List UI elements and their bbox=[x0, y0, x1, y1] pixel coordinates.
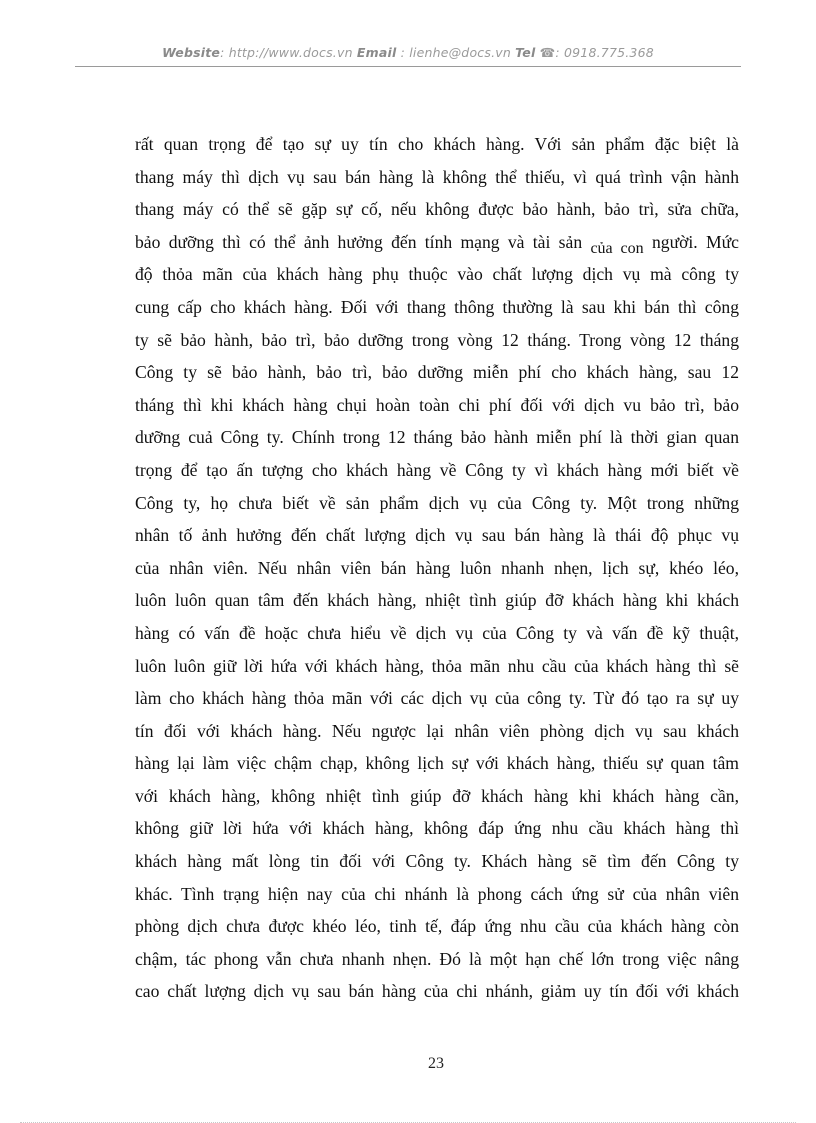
email-label: Email bbox=[356, 45, 397, 60]
body-paragraph bbox=[135, 128, 739, 1008]
text-line: độ thỏa mãn của khách hàng phụ thuộc vào chất lượng dịch vụ mà công ty bbox=[135, 264, 739, 285]
text-line: rất quan trọng để tạo sự uy tín cho khách hàng. Với sản phẩm đặc biệt là bbox=[135, 134, 739, 154]
text-segment: bảo dưỡng thì có thể ảnh hưởng đến tính mạng và tài sản bbox=[135, 231, 583, 252]
text-line: tín đối với khách hàng. Nếu ngược lại nhân viên phòng dịch vụ sau khách bbox=[135, 720, 739, 741]
text-line: cung cấp cho khách hàng. Đối với thang thông thường là sau khi bán thì công bbox=[135, 296, 739, 317]
text-line: phòng dịch chưa được khéo léo, tinh tế, đáp ứng nhu cầu của khách hàng còn bbox=[135, 916, 739, 937]
text-line: luôn luôn quan tâm đến khách hàng, nhiệt tình giúp đỡ khách hàng khi khách bbox=[135, 590, 739, 611]
text-line: Công ty sẽ bảo hành, bảo trì, bảo dưỡng miễn phí cho khách hàng, sau 12 bbox=[135, 362, 739, 383]
text-line: không giữ lời hứa với khách hàng, không đáp ứng nhu cầu khách hàng thì bbox=[135, 818, 739, 839]
text-segment: người. Mức bbox=[651, 231, 739, 252]
tel-label: Tel bbox=[515, 45, 536, 60]
text-line: với khách hàng, không nhiệt tình giúp đỡ khách hàng khi khách hàng cần, bbox=[135, 785, 739, 806]
text-line: chậm, tác phong vẫn chưa nhanh nhẹn. Đó là một hạn chế lớn trong việc nâng bbox=[135, 948, 739, 969]
header-divider bbox=[75, 66, 741, 67]
text-line: ty sẽ bảo hành, bảo trì, bảo dưỡng trong vòng 12 tháng. Trong vòng 12 tháng bbox=[135, 329, 739, 350]
text-line: hàng có vấn đề hoặc chưa hiểu về dịch vụ của Công ty và vấn đề kỹ thuật, bbox=[135, 622, 739, 643]
page-header bbox=[75, 45, 741, 60]
email-value: : lienhe@docs.vn bbox=[400, 45, 511, 60]
text-line: nhân tố ảnh hưởng đến chất lượng dịch vụ sau bán hàng là thái độ phục vụ bbox=[135, 525, 739, 546]
text-line-mixed bbox=[135, 226, 739, 259]
text-line: cao chất lượng dịch vụ sau bán hàng của chi nhánh, giảm uy tín đối với khách bbox=[135, 981, 739, 1002]
text-line: làm cho khách hàng thỏa mãn với các dịch vụ của công ty. Từ đó tạo ra sự uy bbox=[135, 688, 739, 709]
text-line: luôn luôn giữ lời hứa với khách hàng, thỏa mãn nhu cầu của khách hàng thì sẽ bbox=[135, 655, 739, 676]
text-line: trọng để tạo ấn tượng cho khách hàng về Công ty vì khách hàng mới biết về bbox=[135, 459, 739, 480]
text-segment-offset: của con bbox=[590, 239, 644, 257]
text-line: của nhân viên. Nếu nhân viên bán hàng luôn nhanh nhẹn, lịch sự, khéo léo, bbox=[135, 557, 739, 578]
text-line: tháng thì khi khách hàng chụi hoàn toàn chi phí đối với dịch vu bảo trì, bảo bbox=[135, 394, 739, 415]
text-line: thang máy thì dịch vụ sau bán hàng là không thể thiếu, vì quá trình vận hành bbox=[135, 166, 739, 187]
website-label: Website bbox=[162, 45, 221, 60]
website-value: : http://www.docs.vn bbox=[220, 45, 353, 60]
text-line: thang máy có thể sẽ gặp sự cố, nếu không được bảo hành, bảo trì, sửa chữa, bbox=[135, 199, 739, 220]
text-line: khác. Tình trạng hiện nay của chi nhánh là phong cách ứng sử của nhân viên bbox=[135, 883, 739, 904]
page-number: 23 bbox=[428, 1055, 444, 1072]
text-line: Công ty, họ chưa biết về sản phẩm dịch vụ của Công ty. Một trong những bbox=[135, 492, 739, 513]
phone-icon: ☎ bbox=[539, 45, 556, 60]
text-line: dưỡng cuả Công ty. Chính trong 12 tháng bảo hành miễn phí là thời gian quan bbox=[135, 427, 739, 448]
tel-value: : 0918.775.368 bbox=[555, 45, 654, 60]
text-line: hàng lại làm việc chậm chạp, không lịch sự với khách hàng, thiếu sự quan tâm bbox=[135, 753, 739, 774]
text-line: khách hàng mất lòng tin đối với Công ty. Khách hàng sẽ tìm đến Công ty bbox=[135, 851, 739, 872]
